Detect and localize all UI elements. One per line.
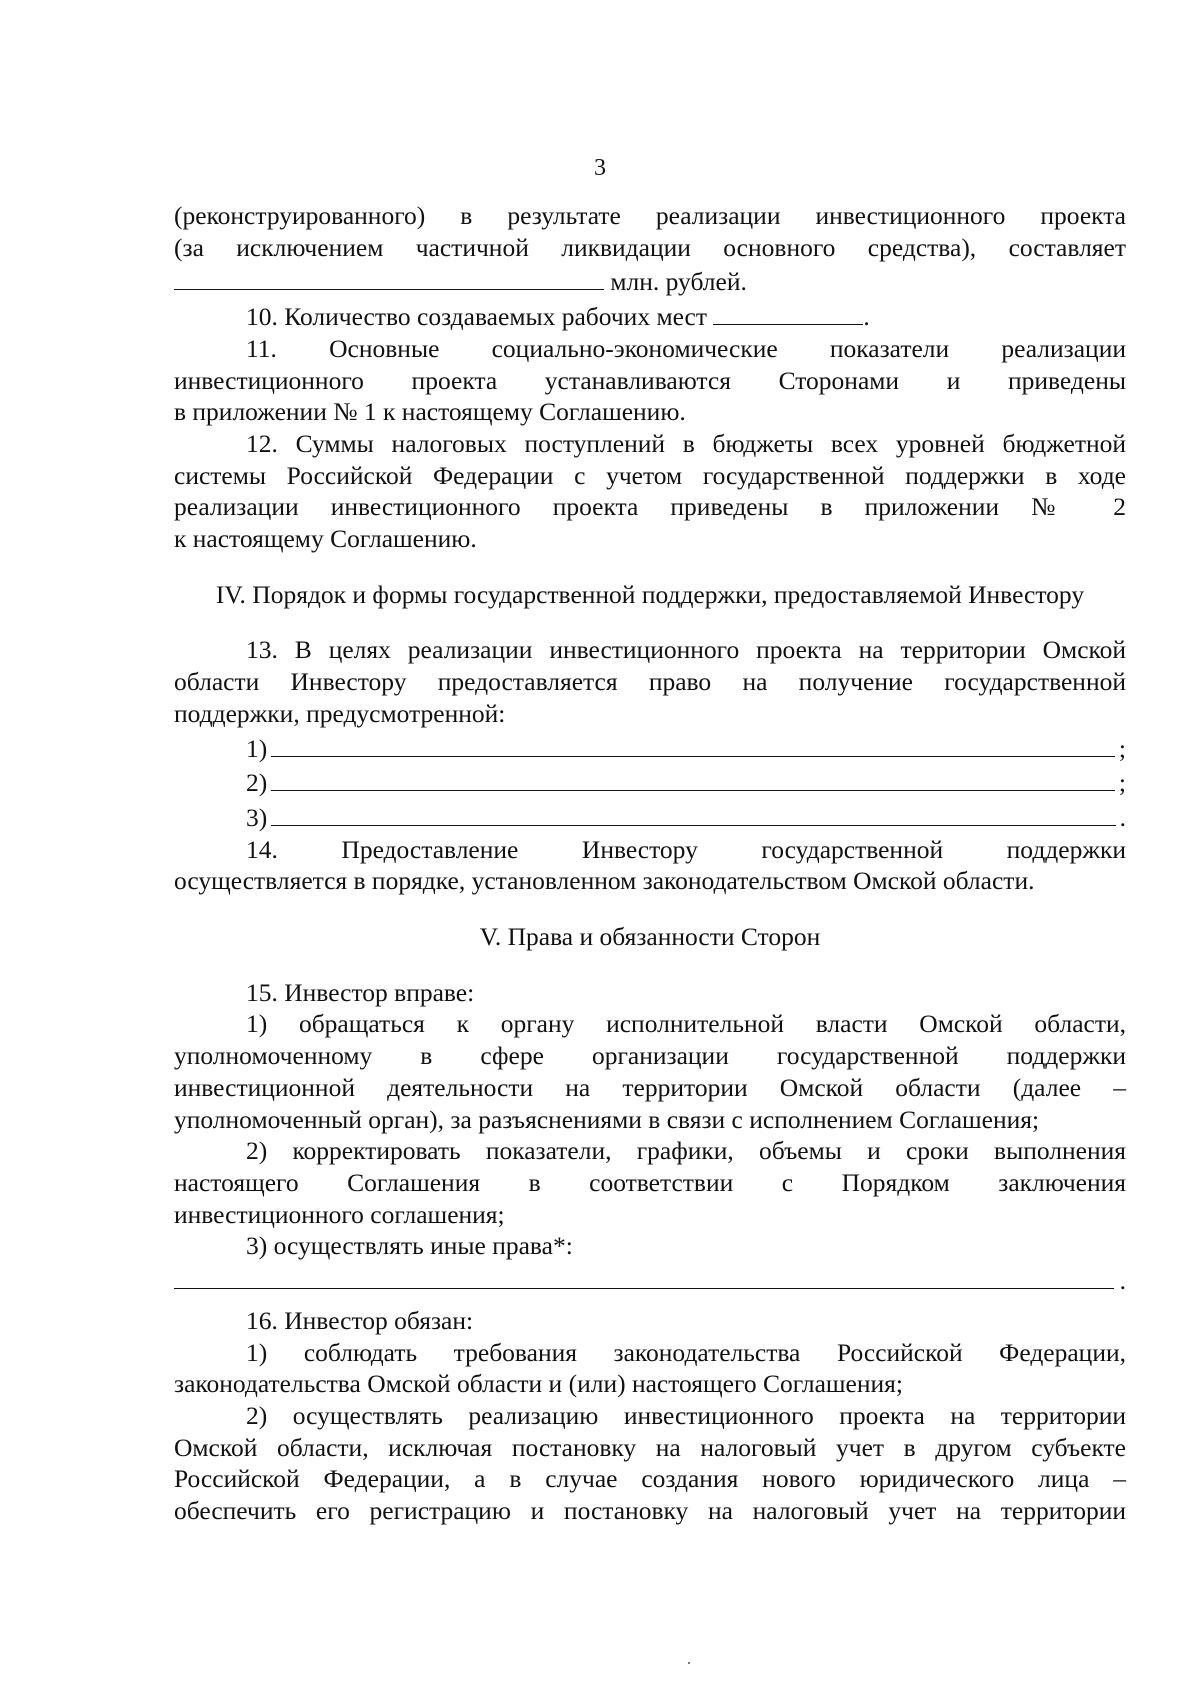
paragraph-15 bbox=[174, 977, 1126, 1297]
text-line: Омской области, исключая постановку на налоговый учет в другом субъекте bbox=[174, 1432, 1126, 1462]
text-line: 14. Предоставление Инвестору государственной поддержки bbox=[246, 834, 1126, 864]
text-line: 2) осуществлять реализацию инвестиционного проекта на территории bbox=[246, 1400, 1126, 1430]
list-number: 1) bbox=[246, 733, 268, 763]
text-line: инвестиционного проекта устанавливаются Сторонами и приведены bbox=[174, 365, 1126, 395]
text-line: обеспечить его регистрацию и постановку на налоговый учет на территории bbox=[174, 1496, 1126, 1526]
text-fragment: 10. Количество создаваемых рабочих мест bbox=[246, 302, 714, 332]
blank-field bbox=[271, 730, 1115, 757]
text-line: инвестиционного соглашения; bbox=[174, 1199, 505, 1229]
list-end: . bbox=[1119, 802, 1126, 832]
blank-field bbox=[271, 764, 1115, 791]
text-line: поддержки, предусмотренной: bbox=[174, 698, 506, 728]
text-line: к настоящему Соглашению. bbox=[174, 524, 477, 554]
text-line bbox=[174, 298, 1126, 333]
text-line: 15. Инвестор вправе: bbox=[246, 977, 475, 1007]
paragraph-14 bbox=[174, 834, 1126, 897]
text-line: осуществляется в порядке, установленном законодательством Омской области. bbox=[174, 866, 1035, 896]
text-line: 2) корректировать показатели, графики, объемы и сроки выполнения bbox=[246, 1136, 1126, 1166]
line-end: . bbox=[1119, 1266, 1126, 1296]
list-number: 3) bbox=[246, 802, 268, 832]
paragraph-10 bbox=[174, 298, 1126, 333]
text-line: уполномоченный орган), за разъяснениями в связи с исполнением Соглашения; bbox=[174, 1104, 1040, 1134]
text-line: системы Российской Федерации с учетом государственной поддержки в ходе bbox=[174, 460, 1126, 490]
blank-field bbox=[271, 799, 1115, 826]
list-item bbox=[174, 764, 1126, 799]
paragraph-16 bbox=[174, 1305, 1126, 1527]
text-line: 1) обращаться к органу исполнительной власти Омской области, bbox=[246, 1009, 1126, 1039]
page-number: 3 bbox=[594, 155, 606, 181]
text-line: 12. Суммы налоговых поступлений в бюджеты всех уровней бюджетной bbox=[246, 428, 1126, 458]
paragraph-13 bbox=[174, 634, 1126, 833]
text-line bbox=[174, 263, 1126, 298]
text-line: в приложении № 1 к настоящему Соглашению. bbox=[174, 397, 686, 427]
text-line: 13. В целях реализации инвестиционного проекта на территории Омской bbox=[246, 635, 1126, 665]
text-line: Российской Федерации, а в случае создания нового юридического лица – bbox=[174, 1464, 1126, 1494]
text-line: уполномоченному в сфере организации государственной поддержки bbox=[174, 1041, 1126, 1071]
section-4-heading: IV. Порядок и формы государственной поддержки, предоставляемой Инвестору bbox=[215, 579, 1085, 609]
paragraph-12 bbox=[174, 428, 1126, 555]
text-line: реализации инвестиционного проекта приведены в приложении № 2 bbox=[174, 492, 1126, 522]
list-end: ; bbox=[1118, 768, 1126, 798]
list-item bbox=[174, 799, 1126, 834]
text-line: настоящего Соглашения в соответствии с Порядком заключения bbox=[174, 1167, 1126, 1197]
blank-field bbox=[174, 1262, 1114, 1289]
text-fragment: . bbox=[863, 302, 870, 332]
text-line: 16. Инвестор обязан: bbox=[246, 1305, 474, 1335]
blank-field bbox=[174, 263, 604, 290]
text-line: 1) соблюдать требования законодательства Российской Федерации, bbox=[246, 1337, 1126, 1367]
text-line: 11. Основные социально-экономические показатели реализации bbox=[246, 333, 1126, 363]
text-line: 3) осуществлять иные права*: bbox=[246, 1231, 573, 1261]
scan-speck bbox=[688, 1662, 690, 1664]
text-line: области Инвестору предоставляется право на получение государственной bbox=[174, 667, 1126, 697]
text-fragment: млн. рублей. bbox=[604, 267, 747, 297]
document-body bbox=[174, 200, 1126, 1527]
paragraph-continuation bbox=[174, 200, 1126, 298]
text-line: инвестиционной деятельности на территории Омской области (далее – bbox=[174, 1072, 1126, 1102]
paragraph-11 bbox=[174, 333, 1126, 428]
blank-line bbox=[174, 1262, 1126, 1297]
text-line: законодательства Омской области и (или) настоящего Соглашения; bbox=[174, 1369, 903, 1399]
text-line: (за исключением частичной ликвидации основного средства), составляет bbox=[174, 232, 1126, 262]
list-number: 2) bbox=[246, 768, 268, 798]
list-item bbox=[174, 730, 1126, 765]
section-5-heading: V. Права и обязанности Сторон bbox=[479, 922, 821, 952]
list-end: ; bbox=[1118, 733, 1126, 763]
blank-field bbox=[713, 298, 863, 325]
text-line: (реконструированного) в результате реализации инвестиционного проекта bbox=[174, 201, 1126, 230]
